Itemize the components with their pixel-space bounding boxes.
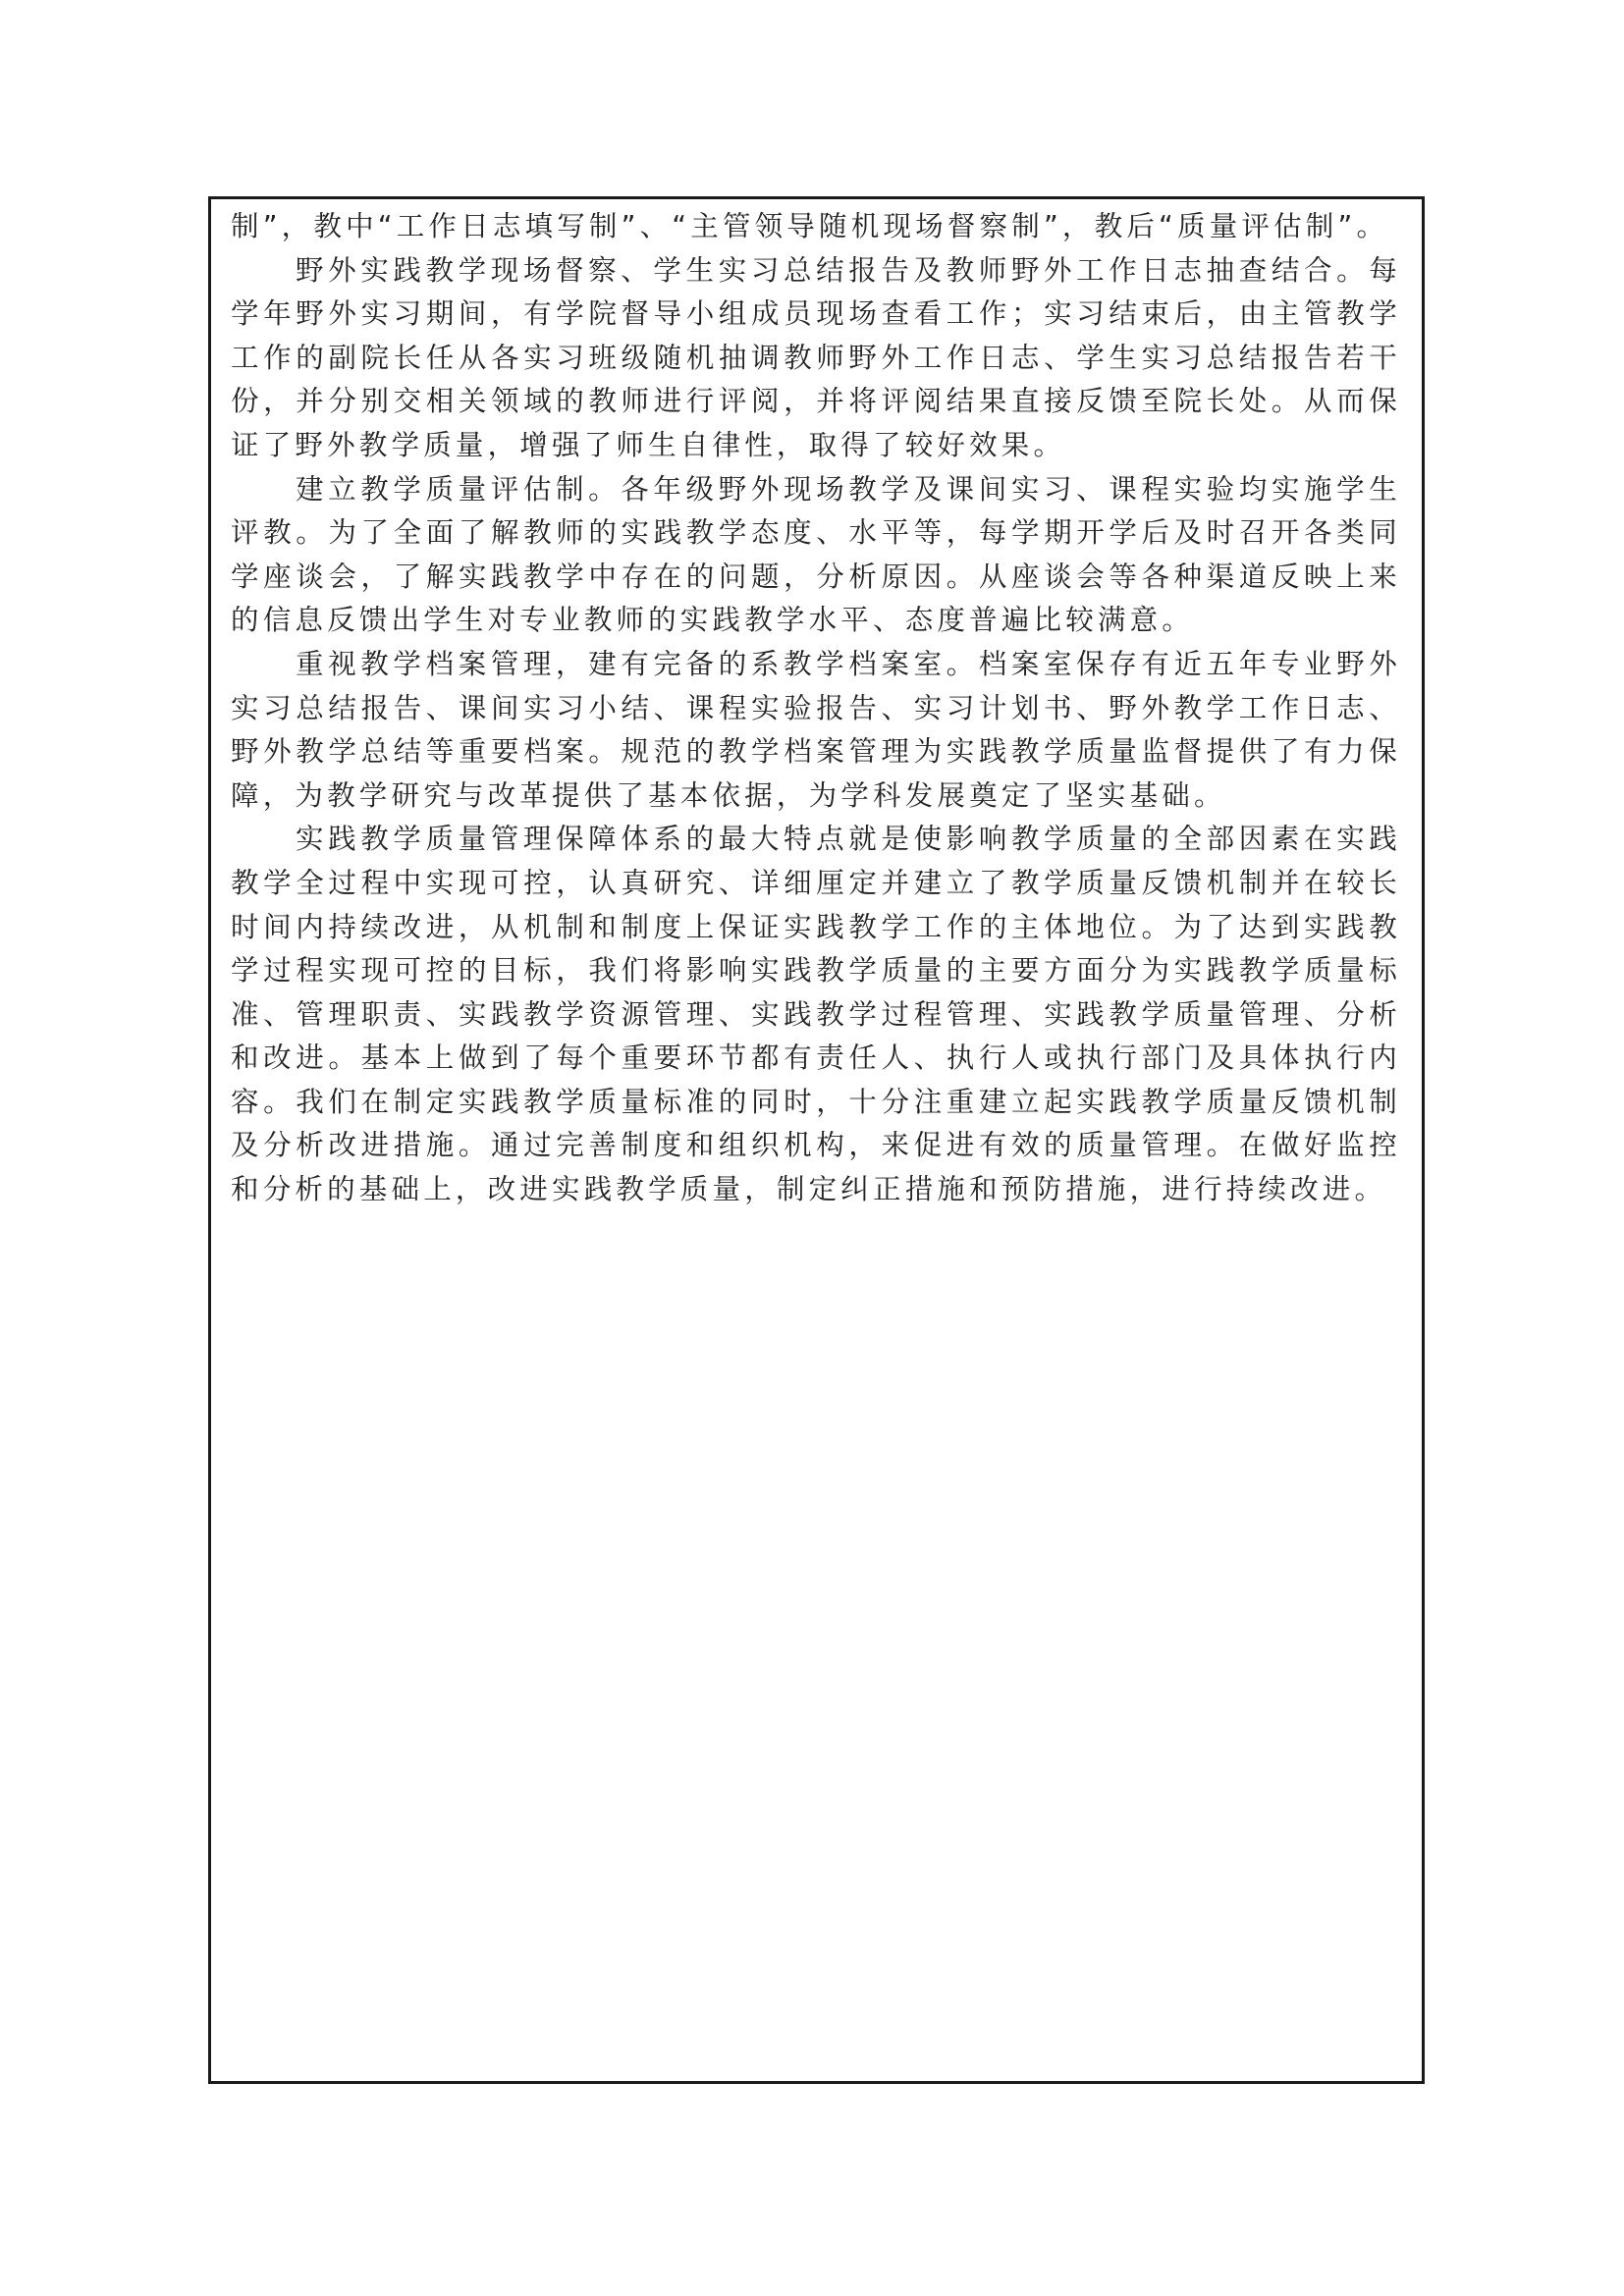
paragraph-quality-evaluation: 建立教学质量评估制。各年级野外现场教学及课间实习、课程实验均实施学生评教。为了全面了解教师的实践教学态度、水平等，每学期开学后及时召开各类同学座谈会，了解实践教学中存在的问题，分析原因。从座谈会等各种渠道反映上来的信息反馈出学生对专业教师的实践教学水平、态度普遍比较满意。: [231, 472, 1401, 637]
paragraph-continuation: 制”，教中“工作日志填写制”、“主管领导随机现场督察制”，教后“质量评估制”。: [231, 210, 1389, 242]
paragraph-quality-system: 实践教学质量管理保障体系的最大特点就是使影响教学质量的全部因素在实践教学全过程中实现可控，认真研究、详细厘定并建立了教学质量反馈机制并在较长时间内持续改进，从机制和制度上保证实践教学工作的主体地位。为了达到实践教学过程实现可控的目标，我们将影响实践教学质量的主要方面分为实践教学质量标准、管理职责、实践教学资源管理、实践教学过程管理、实践教学质量管理、分析和改进。基本上做到了每个重要环节都有责任人、执行人或执行部门及具体执行内容。我们在制定实践教学质量标准的同时，十分注重建立起实践教学质量反馈机制及分析改进措施。通过完善制度和组织机构，来促进有效的质量管理。在做好监控和分析的基础上，改进实践教学质量，制定纠正措施和预防措施，进行持续改进。: [231, 823, 1401, 1206]
paragraph-archive-management: 重视教学档案管理，建有完备的系教学档案室。档案室保存有近五年专业野外实习总结报告、课间实习小结、课程实验报告、实习计划书、野外教学工作日志、野外教学总结等重要档案。规范的教学档案管理为实践教学质量监督提供了有力保障，为教学研究与改革提供了基本依据，为学科发展奠定了坚实基础。: [231, 647, 1401, 812]
document-body: [231, 205, 1401, 1212]
paragraph-field-supervision: 野外实践教学现场督察、学生实习总结报告及教师野外工作日志抽查结合。每学年野外实习期间，有学院督导小组成员现场查看工作；实习结束后，由主管教学工作的副院长任从各实习班级随机抽调教师野外工作日志、学生实习总结报告若干份，并分别交相关领域的教师进行评阅，并将评阅结果直接反馈至院长处。从而保证了野外教学质量，增强了师生自律性，取得了较好效果。: [231, 253, 1401, 461]
document-frame: [208, 196, 1425, 2084]
